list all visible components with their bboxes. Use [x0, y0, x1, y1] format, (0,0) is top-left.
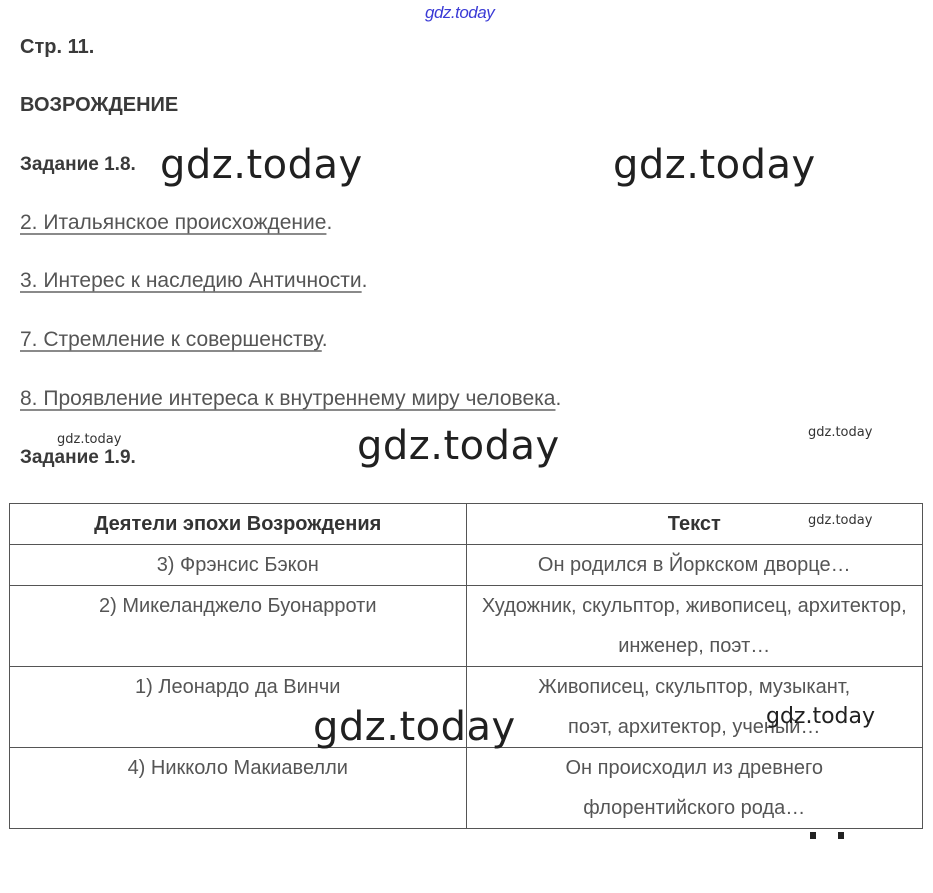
table-row	[10, 545, 923, 586]
watermark-mid: gdz.today	[766, 704, 876, 729]
table-cell-person: 4) Никколо Макиавелли	[10, 748, 467, 829]
watermark-big: gdz.today	[160, 142, 363, 188]
table-cell-text: Художник, скульптор, живописец, архитектор, инженер, поэт…	[466, 586, 923, 667]
watermark-small: gdz.today	[808, 425, 873, 440]
answer-text: 3. Интерес к наследию Античности	[20, 269, 362, 292]
answer-period: .	[321, 328, 328, 351]
answer-period: .	[361, 269, 368, 292]
table-cell-person: 3) Фрэнсис Бэкон	[10, 545, 467, 586]
answer-item	[20, 387, 561, 411]
page-reference: Стр. 11.	[20, 36, 95, 58]
answer-text: 8. Проявление интереса к внутреннему миру человека	[20, 387, 556, 410]
watermark-top: gdz.today	[425, 3, 495, 22]
answer-item	[20, 269, 368, 293]
watermark-big: gdz.today	[313, 704, 516, 750]
decorative-marks	[808, 832, 844, 840]
table-header-text: Текст	[466, 504, 923, 545]
task-1-9-title: Задание 1.9.	[20, 447, 136, 468]
answer-period: .	[326, 211, 333, 234]
table-header-row	[10, 504, 923, 545]
table-header-figures: Деятели эпохи Возрождения	[10, 504, 467, 545]
table-cell-person: 1) Леонардо да Винчи	[10, 667, 467, 748]
answer-item	[20, 211, 332, 235]
watermark-big: gdz.today	[613, 142, 816, 188]
watermark-small: gdz.today	[57, 432, 122, 447]
answer-text: 2. Итальянское происхождение	[20, 211, 327, 234]
task-1-8-title: Задание 1.8.	[20, 154, 136, 175]
table-row	[10, 586, 923, 667]
table-cell-person: 2) Микеланджело Буонарроти	[10, 586, 467, 667]
table-cell-text: Он родился в Йоркском дворце…	[466, 545, 923, 586]
table-cell-text: Он происходил из древнего флорентийского рода…	[466, 748, 923, 829]
table-cell-text: Живописец, скульптор, музыкант, поэт, архитектор, ученый…	[466, 667, 923, 748]
answer-text: 7. Стремление к совершенству	[20, 328, 322, 351]
answer-period: .	[555, 387, 562, 410]
watermark-small: gdz.today	[808, 513, 873, 528]
section-title: ВОЗРОЖДЕНИЕ	[20, 94, 179, 116]
table-row	[10, 748, 923, 829]
figures-table	[9, 503, 923, 829]
answer-item	[20, 328, 328, 352]
watermark-big: gdz.today	[357, 423, 560, 469]
